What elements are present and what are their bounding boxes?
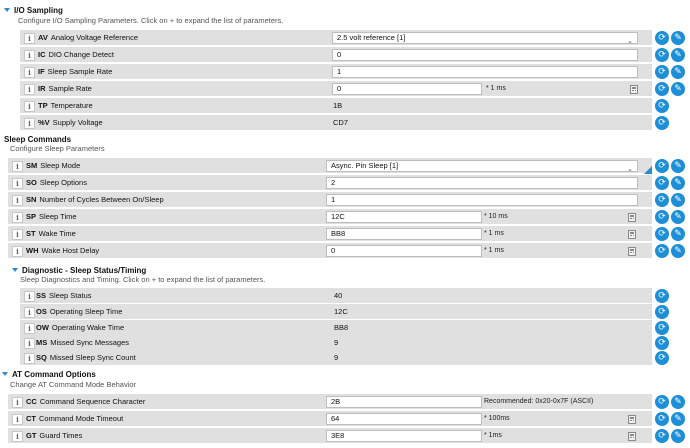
info-icon[interactable]: i [12,178,23,189]
collapse-triangle-icon[interactable] [2,372,8,376]
param-label: ST Wake Time [26,229,76,238]
read-icon[interactable]: ⟳ [655,227,669,241]
sample-rate-input[interactable]: 0 [332,83,482,95]
info-icon[interactable]: i [24,101,35,112]
param-label: SN Number of Cycles Between On/Sleep [26,195,164,204]
write-icon[interactable]: ✎ [671,429,685,443]
guard-times-input[interactable]: 3E8 [326,430,482,442]
write-icon[interactable]: ✎ [671,176,685,190]
write-icon[interactable]: ✎ [671,193,685,207]
param-row-gt [8,428,652,444]
param-row-cc [8,394,652,410]
read-icon[interactable]: ⟳ [655,210,669,224]
modified-marker-icon [644,166,652,174]
param-label: OS Operating Sleep Time [36,307,123,316]
calculator-icon[interactable] [628,230,636,239]
info-icon[interactable]: i [24,338,35,349]
read-icon[interactable]: ⟳ [655,65,669,79]
section-header-io-sampling[interactable] [4,4,63,16]
param-label: MS Missed Sync Messages [36,338,130,347]
write-icon[interactable]: ✎ [671,412,685,426]
param-label: OW Operating Wake Time [36,323,125,332]
dio-change-detect-input[interactable]: 0 [332,49,638,61]
param-label: SP Sleep Time [26,212,77,221]
info-icon[interactable]: i [24,353,35,364]
temperature-value: 1B [333,101,343,110]
write-icon[interactable]: ✎ [671,65,685,79]
calculator-icon[interactable] [628,213,636,222]
calculator-icon[interactable] [628,415,636,424]
read-icon[interactable]: ⟳ [655,429,669,443]
sleep-mode-select[interactable]: Async. Pin Sleep [1] ⌄ [326,160,638,172]
param-label: SO Sleep Options [26,178,87,187]
read-icon[interactable]: ⟳ [655,159,669,173]
section-description: Configure I/O Sampling Parameters. Click on + to expand the list of parameters. [18,16,284,25]
operating-wake-time-value: BB8 [334,323,349,332]
read-icon[interactable]: ⟳ [655,31,669,45]
param-label: CT Command Mode Timeout [26,414,124,423]
param-label: TP Temperature [38,101,93,110]
section-description: Change AT Command Mode Behavior [10,380,137,389]
sleep-time-input[interactable]: 12C [326,211,482,223]
recommendation-label: Recommended: 0x20-0x7F (ASCII) [484,398,594,405]
read-icon[interactable]: ⟳ [655,48,669,62]
info-icon[interactable]: i [12,212,23,223]
missed-sleep-sync-count-value: 9 [334,353,339,362]
param-label: AV Analog Voltage Reference [38,33,139,42]
info-icon[interactable]: i [12,414,23,425]
param-row-st [8,226,652,242]
chevron-down-icon: ⌄ [627,37,633,44]
read-icon[interactable]: ⟳ [655,244,669,258]
param-row-tp [20,98,652,114]
param-row-os [20,304,652,320]
read-icon[interactable]: ⟳ [655,412,669,426]
info-icon[interactable]: i [12,397,23,408]
info-icon[interactable]: i [24,67,35,78]
info-icon[interactable]: i [12,195,23,206]
collapse-triangle-icon[interactable] [12,268,18,272]
section-title: I/O Sampling [14,5,63,15]
param-label: WH Wake Host Delay [26,246,100,255]
unit-label: * 1 ms [486,85,506,92]
write-icon[interactable]: ✎ [671,82,685,96]
write-icon[interactable]: ✎ [671,48,685,62]
param-row-ct [8,411,652,427]
calculator-icon[interactable] [628,432,636,441]
info-icon[interactable]: i [24,50,35,61]
param-row-ir [20,81,652,97]
write-icon[interactable]: ✎ [671,395,685,409]
write-icon[interactable]: ✎ [671,31,685,45]
param-label: IR Sample Rate [38,84,92,93]
read-icon[interactable]: ⟳ [655,176,669,190]
section-description: Sleep Diagnostics and Timing. Click on + to expand the list of parameters. [20,275,266,284]
info-icon[interactable]: i [24,84,35,95]
write-icon[interactable]: ✎ [671,244,685,258]
param-row-ms [20,335,652,351]
param-row-av [20,30,652,46]
info-icon[interactable]: i [12,246,23,257]
info-icon[interactable]: i [24,323,35,334]
command-sequence-character-input[interactable]: 2B [326,396,482,408]
unit-label: * 10 ms [484,213,508,220]
param-row-sp [8,209,652,225]
param-label: %V Supply Voltage [38,118,103,127]
info-icon[interactable]: i [24,291,35,302]
unit-label: * 1 ms [484,230,504,237]
calculator-icon[interactable] [630,85,638,94]
sleep-sample-rate-input[interactable]: 1 [332,66,638,78]
calculator-icon[interactable] [628,247,636,256]
param-row-if [20,64,652,80]
info-icon[interactable]: i [24,118,35,129]
param-label: SQ Missed Sleep Sync Count [36,353,136,362]
param-row-sn [8,192,652,208]
sleep-options-input[interactable]: 2 [326,177,638,189]
param-label: SS Sleep Status [36,291,92,300]
section-header-at-command-options[interactable] [2,368,96,380]
read-icon[interactable]: ⟳ [655,305,669,319]
unit-label: * 100ms [484,415,510,422]
write-icon[interactable]: ✎ [671,210,685,224]
read-icon[interactable]: ⟳ [655,116,669,130]
param-label: GT Guard Times [26,431,83,440]
param-row-sm [8,158,652,174]
write-icon[interactable]: ✎ [671,159,685,173]
param-label: CC Command Sequence Character [26,397,146,406]
command-mode-timeout-input[interactable]: 64 [326,413,482,425]
info-icon[interactable]: i [24,307,35,318]
analog-voltage-reference-select[interactable]: 2.5 volt reference [1] ⌄ [332,32,638,44]
param-label: IF Sleep Sample Rate [38,67,113,76]
missed-sync-messages-value: 9 [334,338,339,347]
write-icon[interactable]: ✎ [671,227,685,241]
chevron-down-icon: ⌄ [627,165,633,172]
read-icon[interactable]: ⟳ [655,82,669,96]
param-row-supply-voltage [20,115,652,131]
section-title: AT Command Options [12,369,96,379]
unit-label: * 1 ms [484,247,504,254]
param-row-sq [20,350,652,366]
wake-time-input[interactable]: BB8 [326,228,482,240]
info-icon[interactable]: i [12,431,23,442]
section-description: Configure Sleep Parameters [10,144,105,153]
param-row-ss [20,288,652,304]
operating-sleep-time-value: 12C [334,307,348,316]
param-label: SM Sleep Mode [26,161,81,170]
read-icon[interactable]: ⟳ [655,193,669,207]
section-title: Diagnostic - Sleep Status/Timing [22,265,147,275]
read-icon[interactable]: ⟳ [655,321,669,335]
supply-voltage-value: CD7 [333,118,349,127]
read-icon[interactable]: ⟳ [655,99,669,113]
param-row-ow [20,320,652,336]
sleep-status-value: 40 [334,291,343,300]
info-icon[interactable]: i [12,161,23,172]
collapse-triangle-icon[interactable] [4,8,10,12]
sleep-cycles-input[interactable]: 1 [326,194,638,206]
read-icon[interactable]: ⟳ [655,395,669,409]
param-row-ic [20,47,652,63]
read-icon[interactable]: ⟳ [655,289,669,303]
param-row-wh [8,243,652,259]
param-label: IC DIO Change Detect [38,50,114,59]
wake-host-delay-input[interactable]: 0 [326,245,482,257]
section-title: Sleep Commands [4,134,72,144]
read-icon[interactable]: ⟳ [655,336,669,350]
unit-label: * 1ms [484,432,502,439]
info-icon[interactable]: i [12,229,23,240]
param-row-so [8,175,652,191]
read-icon[interactable]: ⟳ [655,351,669,365]
info-icon[interactable]: i [24,33,35,44]
